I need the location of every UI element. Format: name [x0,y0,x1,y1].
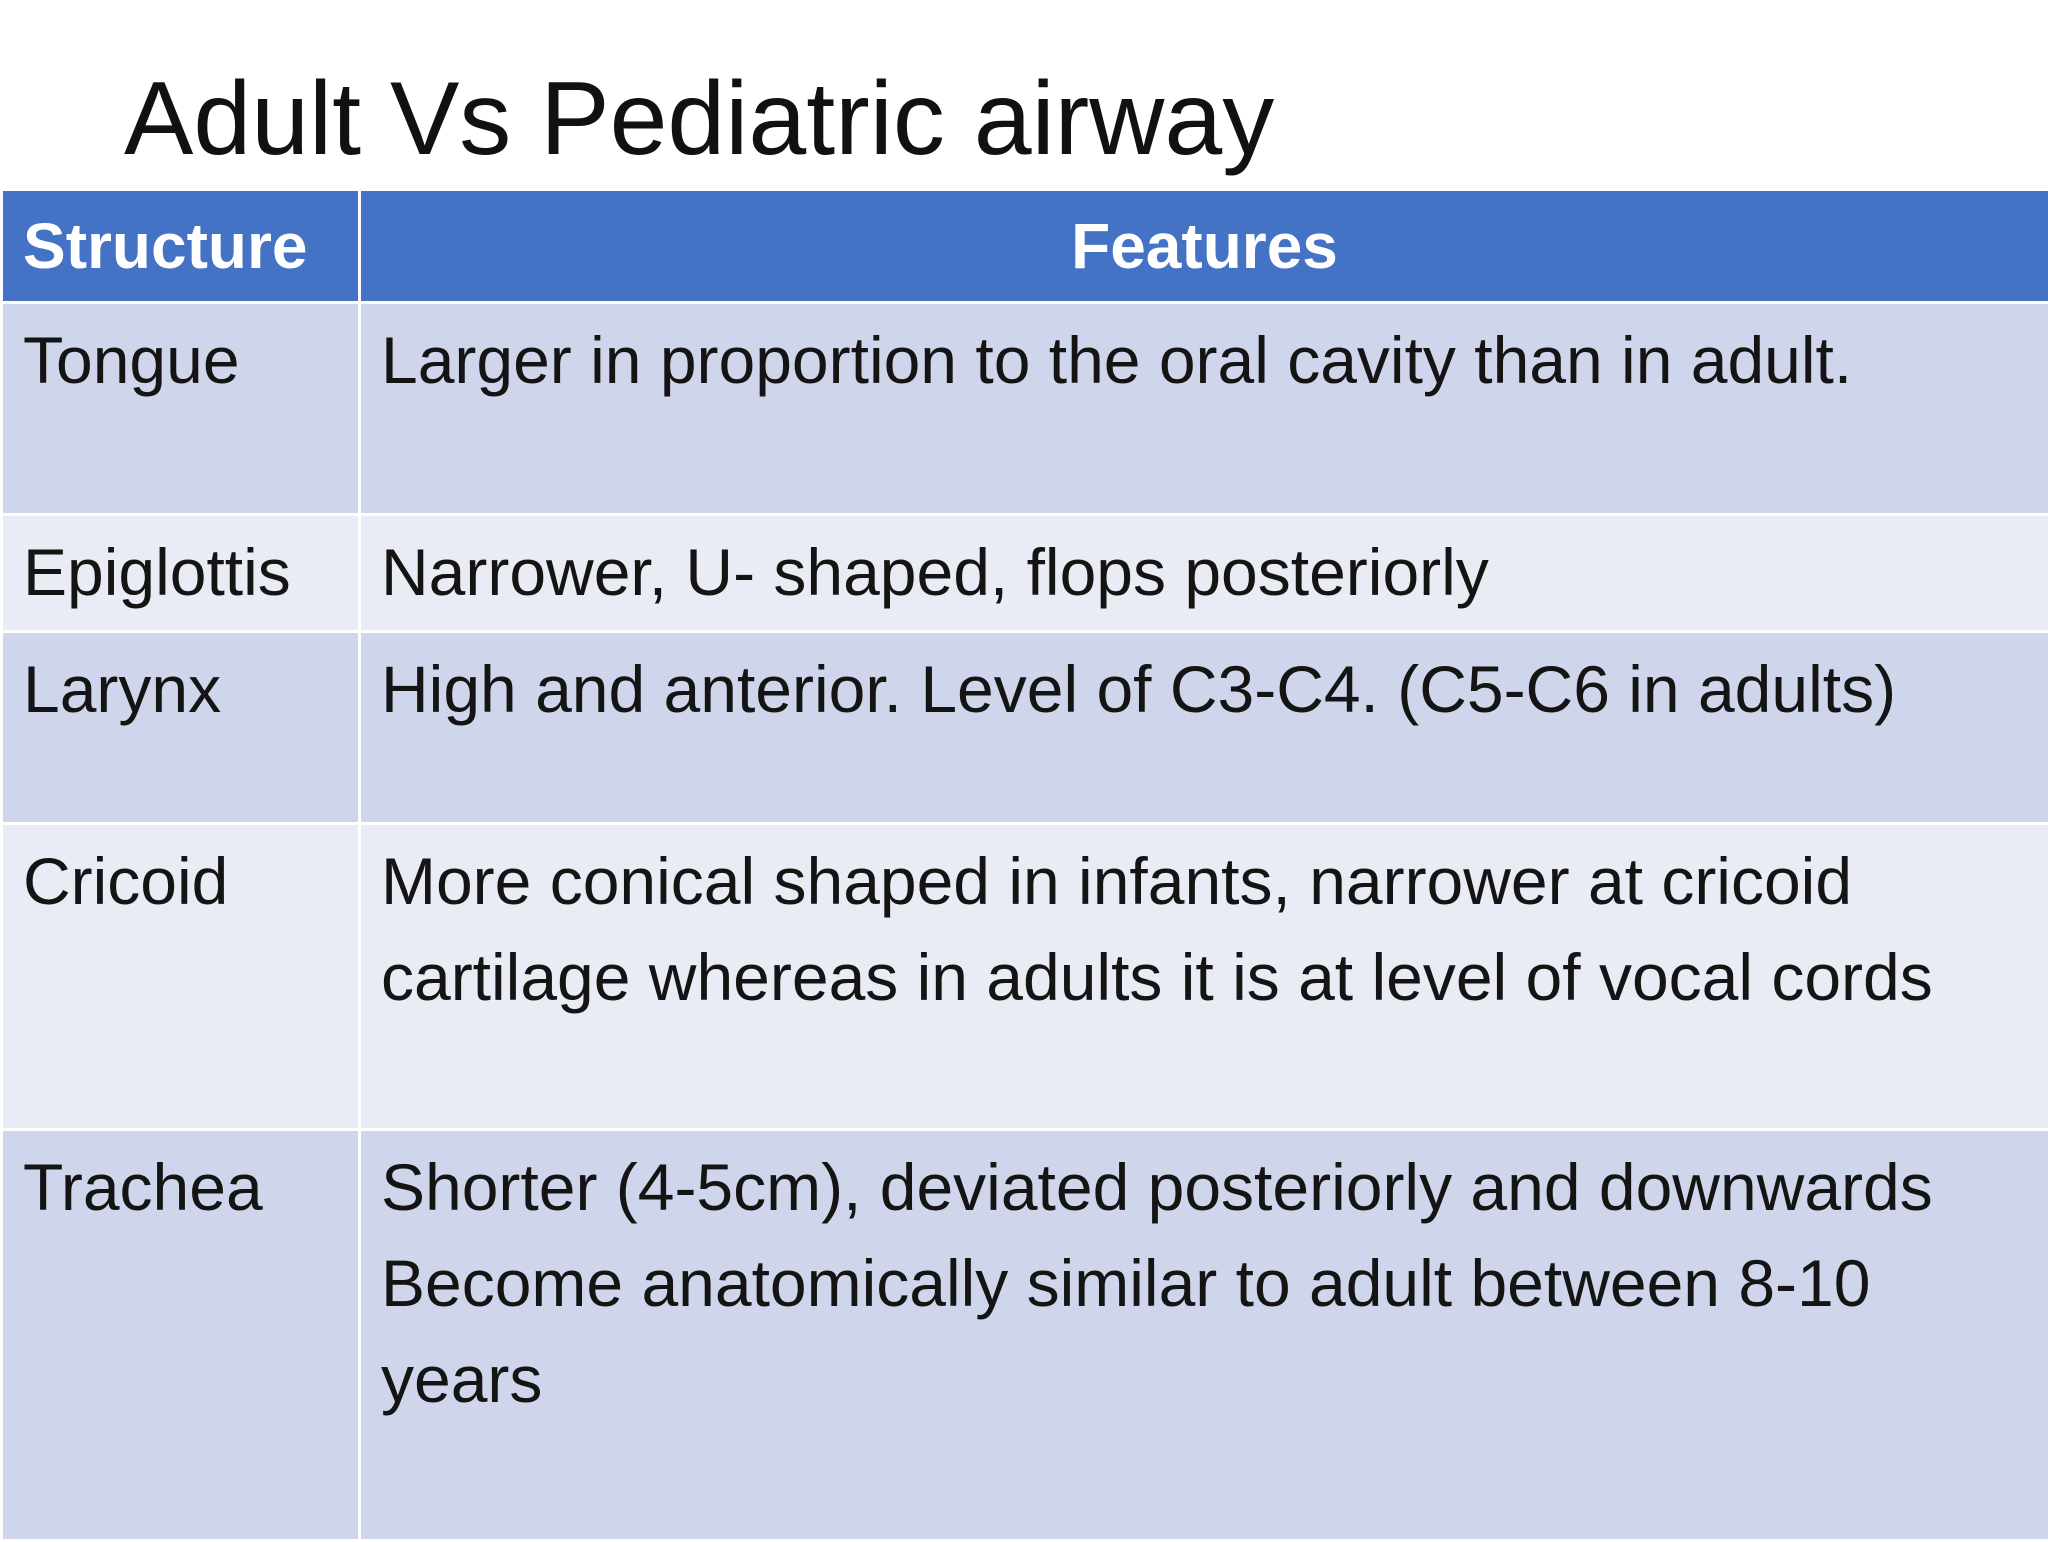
column-header-features: Features [360,190,2048,303]
table-row [2,303,2048,515]
table-row [2,1130,2048,1541]
structure-cell: Epiglottis [2,515,360,632]
column-header-structure: Structure [2,190,360,303]
table-header-row [2,190,2048,303]
feature-text: Larger in proportion to the oral cavity than in adult. [381,312,2032,408]
feature-text: Narrower, U- shaped, flops posteriorly [381,524,2032,620]
structure-cell: Larynx [2,632,360,824]
feature-text: High and anterior. Level of C3-C4. (C5-C6 in adults) [381,641,2032,737]
slide-title: Adult Vs Pediatric airway [124,62,1274,176]
structure-cell: Tongue [2,303,360,515]
features-cell [360,1130,2048,1541]
features-cell [360,515,2048,632]
table-row [2,515,2048,632]
structure-cell: Trachea [2,1130,360,1541]
table-row [2,632,2048,824]
structure-cell: Cricoid [2,824,360,1130]
feature-text: More conical shaped in infants, narrower at cricoid cartilage whereas in adults it is at level of vocal cords [381,833,2032,1025]
features-cell [360,824,2048,1130]
feature-text: Become anatomically similar to adult between 8-10 years [381,1235,2032,1427]
features-cell [360,632,2048,824]
airway-comparison-table [0,188,2048,1542]
feature-text: Shorter (4-5cm), deviated posteriorly and downwards [381,1139,2032,1235]
table-row [2,824,2048,1130]
features-cell [360,303,2048,515]
